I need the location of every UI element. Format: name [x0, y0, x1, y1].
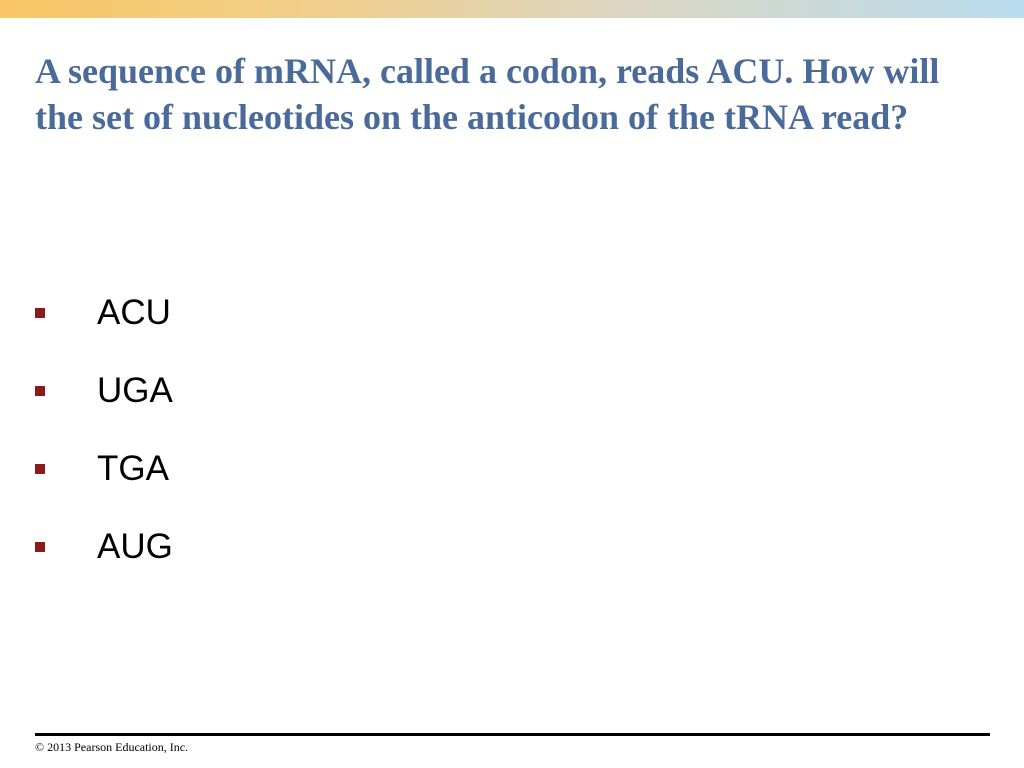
square-bullet-icon: [35, 308, 45, 318]
copyright-notice: © 2013 Pearson Education, Inc.: [35, 740, 189, 754]
answer-option-1: [35, 290, 173, 336]
slide-title: A sequence of mRNA, called a codon, reads ACU. How will the set of nucleotides on the anticodon of the tRNA read?: [35, 51, 940, 137]
footer-divider: [35, 733, 990, 736]
header-gradient-band: [0, 0, 1024, 18]
answer-option-label: AUG: [97, 527, 173, 566]
square-bullet-icon: [35, 386, 45, 396]
answer-option-label: TGA: [97, 449, 169, 488]
answer-options-list: [35, 290, 173, 602]
answer-option-label: ACU: [97, 293, 171, 332]
answer-option-3: [35, 446, 173, 492]
answer-option-label: UGA: [97, 371, 173, 410]
square-bullet-icon: [35, 464, 45, 474]
square-bullet-icon: [35, 542, 45, 552]
answer-option-2: [35, 368, 173, 414]
answer-option-4: [35, 524, 173, 570]
